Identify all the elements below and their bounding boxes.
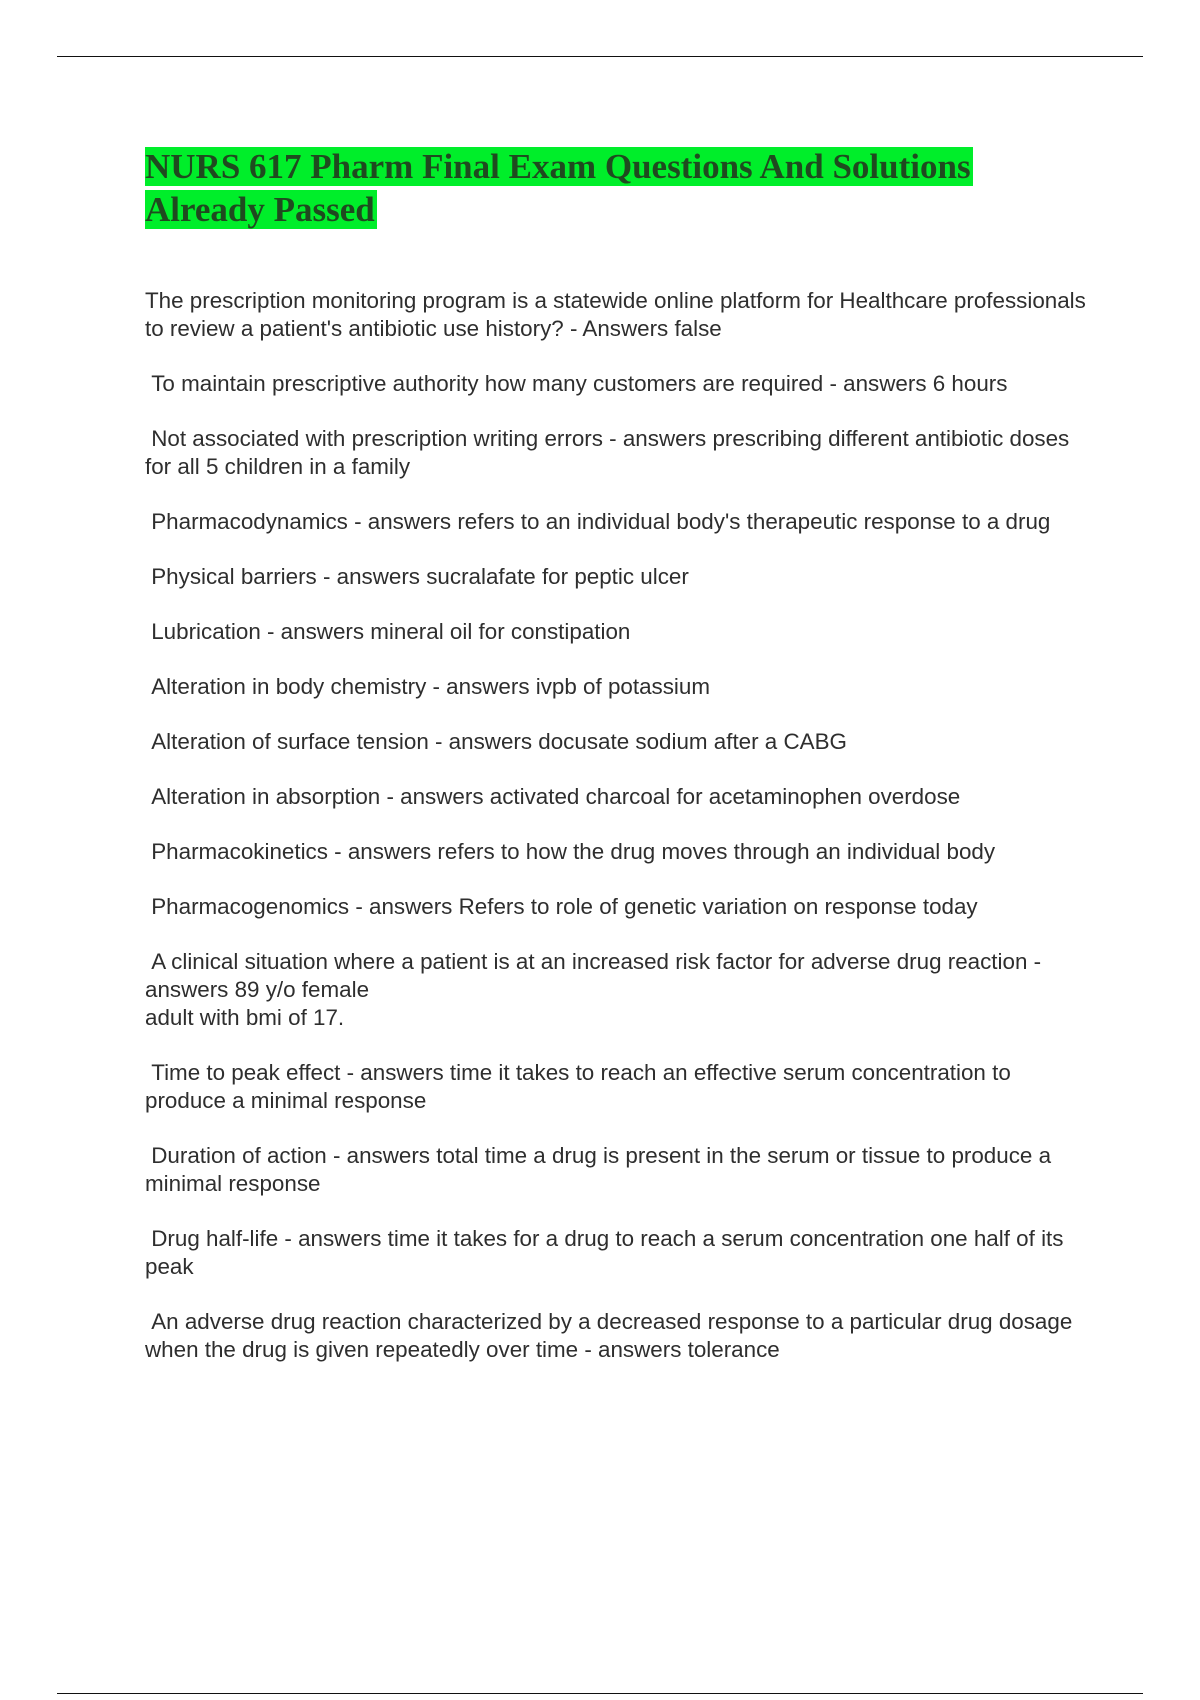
qa-item-3: Not associated with prescription writing errors - answers prescribing different antibiotic doses for all 5 children in a family	[145, 426, 1076, 479]
top-rule	[57, 56, 1143, 57]
qa-item-11: Pharmacogenomics - answers Refers to role of genetic variation on response today	[145, 894, 978, 919]
qa-item-15: Drug half-life - answers time it takes for a drug to reach a serum concentration one half of its peak	[145, 1226, 1070, 1279]
qa-item-1: The prescription monitoring program is a statewide online platform for Healthcare professionals to review a patient's antibiotic use history? - Answers false	[145, 288, 1093, 341]
qa-item-8: Alteration of surface tension - answers docusate sodium after a CABG	[145, 729, 847, 754]
bottom-rule	[57, 1693, 1143, 1694]
qa-item-9: Alteration in absorption - answers activated charcoal for acetaminophen overdose	[145, 784, 961, 809]
qa-item-6: Lubrication - answers mineral oil for constipation	[145, 619, 631, 644]
qa-item-2: To maintain prescriptive authority how many customers are required - answers 6 hours	[145, 371, 1008, 396]
qa-item-16: An adverse drug reaction characterized by a decreased response to a particular drug dosage when the drug is given repeatedly over time - answers tolerance	[145, 1309, 1079, 1362]
title-highlight: NURS 617 Pharm Final Exam Questions And Solutions Already Passed	[145, 147, 971, 229]
qa-list	[145, 287, 1093, 1391]
qa-item-13: Time to peak effect - answers time it takes to reach an effective serum concentration to produce a minimal response	[145, 1060, 1018, 1113]
qa-item-14: Duration of action - answers total time a drug is present in the serum or tissue to produce a minimal response	[145, 1143, 1058, 1196]
qa-item-10: Pharmacokinetics - answers refers to how the drug moves through an individual body	[145, 839, 996, 864]
qa-item-7: Alteration in body chemistry - answers ivpb of potassium	[145, 674, 710, 699]
document-title	[145, 145, 1065, 231]
qa-item-5: Physical barriers - answers sucralafate for peptic ulcer	[145, 564, 689, 589]
qa-item-4: Pharmacodynamics - answers refers to an individual body's therapeutic response to a drug	[145, 509, 1051, 534]
qa-item-12: A clinical situation where a patient is at an increased risk factor for adverse drug reaction - answers 89 y/o female adult with bmi of 17.	[145, 949, 1042, 1030]
